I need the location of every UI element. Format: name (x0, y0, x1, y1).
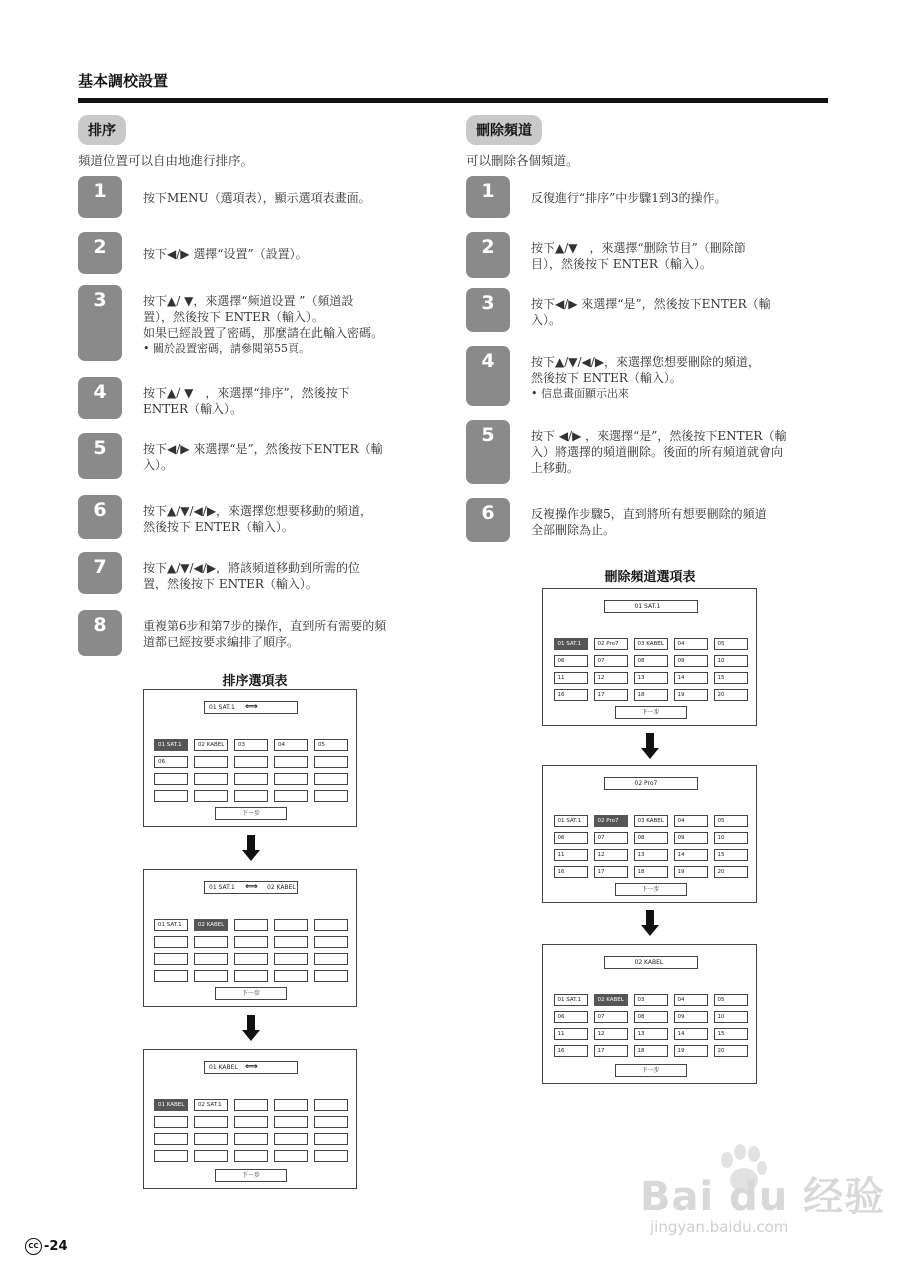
channel-cell: 03 (234, 739, 268, 751)
channel-cell: 01 KABEL (154, 1099, 188, 1111)
channel-cell: 01 SAT.1 (554, 994, 588, 1006)
header-channel: 01 KABEL (209, 1064, 238, 1071)
arrow-down-icon (641, 910, 659, 936)
instruction-line: 按下▲/ ▼，來選擇“频道设置 ”（頻道設 (143, 294, 354, 308)
watermark-logo: Bai du 经验 (640, 1174, 886, 1220)
channel-cell (274, 953, 308, 965)
step-instruction (143, 190, 440, 206)
channel-cell: 02 Pro7 (594, 638, 628, 650)
step-number-badge: 2 (78, 232, 122, 274)
menu-header-field (604, 600, 698, 613)
channel-cell: 03 KABEL (634, 815, 668, 827)
instruction-line: 反復進行“排序”中步驟1到3的操作。 (531, 191, 727, 205)
instruction-line: 按下◀/▶ 來選擇“是”，然後按下ENTER（輸 (531, 297, 771, 311)
channel-cell: 10 (714, 655, 748, 667)
step-instruction (531, 354, 828, 402)
channel-cell (234, 953, 268, 965)
channel-cell (154, 970, 188, 982)
header-channel: 02 Pro7 (634, 780, 658, 787)
channel-cell (274, 790, 308, 802)
channel-cell (234, 919, 268, 931)
channel-cell (234, 1116, 268, 1128)
step-number-badge: 3 (78, 285, 122, 361)
channel-cell (314, 773, 348, 785)
channel-cell: 13 (634, 672, 668, 684)
instruction-note: • 信息畫面顯示出來 (531, 387, 629, 400)
header-channel: 01 SAT.1 (209, 884, 235, 891)
channel-cell (194, 936, 228, 948)
channel-cell: 09 (674, 655, 708, 667)
channel-cell (194, 1150, 228, 1162)
channel-cell: 12 (594, 1028, 628, 1040)
step-number-badge: 4 (78, 377, 122, 419)
right-menu-screen-1 (542, 588, 757, 726)
step-instruction (531, 240, 828, 272)
channel-cell (274, 919, 308, 931)
next-step-button: 下一步 (615, 1064, 687, 1077)
instruction-line: 入）將選擇的頻道刪除。後面的所有頻道就會向 (531, 445, 784, 459)
page-number (25, 1238, 68, 1255)
channel-cell (194, 773, 228, 785)
instruction-line: 按下▲/▼/◀/▶，將該頻道移動到所需的位 (143, 561, 361, 575)
channel-cell: 02 KABEL (194, 919, 228, 931)
channel-cell: 06 (554, 832, 588, 844)
menu-header-field (604, 777, 698, 790)
header-channel: 01 SAT.1 (634, 603, 661, 610)
right-menu-screen-3 (542, 944, 757, 1084)
instruction-line: 重複第6步和第7步的操作，直到所有需要的頻 (143, 619, 387, 633)
channel-cell (194, 790, 228, 802)
channel-cell: 19 (674, 866, 708, 878)
step-instruction (531, 506, 828, 538)
channel-cell: 08 (634, 655, 668, 667)
instruction-line: 按下◀/▶ 來選擇“是”，然後按下ENTER（輸 (143, 442, 383, 456)
channel-cell: 04 (674, 815, 708, 827)
channel-cell: 19 (674, 1045, 708, 1057)
instruction-line: 置，然後按下 ENTER（輸入）。 (143, 577, 318, 591)
delete-channel-section (466, 115, 828, 169)
channel-cell: 11 (554, 849, 588, 861)
sort-menu-caption: 排序選項表 (222, 674, 288, 689)
step-number-badge: 6 (78, 495, 122, 539)
channel-cell (274, 756, 308, 768)
channel-cell: 04 (674, 994, 708, 1006)
channel-cell: 13 (634, 1028, 668, 1040)
channel-cell (154, 936, 188, 948)
step-number-badge: 8 (78, 610, 122, 656)
sort-heading: 排序 (78, 115, 126, 145)
channel-cell (194, 953, 228, 965)
channel-cell: 02 Pro7 (594, 815, 628, 827)
channel-cell: 17 (594, 689, 628, 701)
channel-cell (314, 1099, 348, 1111)
channel-cell: 07 (594, 832, 628, 844)
instruction-line: 反複操作步驟5，直到將所有想要刪除的頻道 (531, 507, 767, 521)
channel-cell (314, 1150, 348, 1162)
channel-cell: 06 (554, 655, 588, 667)
step-number-badge: 5 (78, 433, 122, 479)
instruction-line: 然後按下 ENTER（輸入）。 (531, 371, 682, 385)
channel-cell: 06 (154, 756, 188, 768)
channel-cell: 10 (714, 832, 748, 844)
channel-cell: 15 (714, 672, 748, 684)
channel-cell: 11 (554, 1028, 588, 1040)
channel-cell: 12 (594, 672, 628, 684)
instruction-line: 按下▲/ ▼ ，來選擇“排序”，然後按下 (143, 386, 350, 400)
channel-cell (274, 970, 308, 982)
channel-cell (154, 773, 188, 785)
step-number-badge: 2 (466, 232, 510, 278)
delete-channel-heading: 刪除頻道 (466, 115, 542, 145)
channel-cell: 06 (554, 1011, 588, 1023)
instruction-line: 按下▲/▼/◀/▶，來選擇您想要移動的頻道， (143, 504, 373, 518)
channel-cell: 05 (314, 739, 348, 751)
channel-cell: 18 (634, 866, 668, 878)
step-number-badge: 3 (466, 288, 510, 332)
channel-cell (234, 1150, 268, 1162)
channel-cell: 20 (714, 689, 748, 701)
step-number-badge: 1 (466, 176, 510, 218)
channel-cell (154, 1150, 188, 1162)
channel-cell: 08 (634, 832, 668, 844)
channel-cell (154, 953, 188, 965)
channel-cell: 04 (674, 638, 708, 650)
channel-cell: 04 (274, 739, 308, 751)
next-step-button: 下一步 (215, 1169, 287, 1182)
delete-menu-caption: 刪除頻道選項表 (604, 570, 696, 585)
channel-cell (194, 1116, 228, 1128)
channel-cell: 16 (554, 1045, 588, 1057)
instruction-note: • 關於設置密碼，請參閱第55頁。 (143, 342, 310, 355)
channel-cell (234, 790, 268, 802)
instruction-line: 上移動。 (531, 461, 580, 475)
header-channel: 01 SAT.1 (209, 704, 235, 711)
channel-cell (314, 1133, 348, 1145)
instruction-line: 目），然後按下 ENTER（輸入）。 (531, 257, 712, 271)
channel-cell (314, 953, 348, 965)
channel-cell (154, 1116, 188, 1128)
channel-cell: 01 SAT.1 (554, 815, 588, 827)
channel-cell (274, 1133, 308, 1145)
arrow-down-icon (641, 733, 659, 759)
channel-cell (194, 970, 228, 982)
channel-cell: 10 (714, 1011, 748, 1023)
channel-cell: 07 (594, 655, 628, 667)
step-instruction (143, 560, 440, 592)
channel-cell (314, 1116, 348, 1128)
channel-cell (234, 970, 268, 982)
step-number-badge: 5 (466, 420, 510, 484)
step-instruction (531, 296, 828, 328)
channel-cell (274, 936, 308, 948)
menu-header-field (204, 1061, 298, 1074)
instruction-line: 全部刪除為止。 (531, 523, 616, 537)
instruction-line: 入）。 (531, 313, 562, 327)
watermark-url: jingyan.baidu.com (650, 1218, 789, 1236)
channel-cell: 14 (674, 1028, 708, 1040)
channel-cell (274, 1150, 308, 1162)
channel-cell (314, 790, 348, 802)
step-instruction (143, 293, 440, 357)
channel-cell: 01 SAT.1 (154, 739, 188, 751)
menu-header-field (204, 881, 298, 894)
next-step-button: 下一步 (615, 706, 687, 719)
channel-cell: 03 KABEL (634, 638, 668, 650)
channel-cell: 11 (554, 672, 588, 684)
instruction-line: 按下▲/▼ ，來選擇“删除节目”（刪除節 (531, 241, 746, 255)
next-step-button: 下一步 (215, 987, 287, 1000)
next-step-button: 下一步 (615, 883, 687, 896)
channel-cell (314, 936, 348, 948)
channel-cell: 17 (594, 1045, 628, 1057)
instruction-line: 按下MENU（選項表），顯示選項表畫面。 (143, 191, 371, 205)
channel-cell: 05 (714, 815, 748, 827)
channel-cell (194, 1133, 228, 1145)
next-step-button: 下一步 (215, 807, 287, 820)
left-menu-screen-3 (143, 1049, 357, 1189)
step-instruction (531, 190, 828, 206)
channel-cell (274, 1116, 308, 1128)
channel-cell: 01 SAT.1 (154, 919, 188, 931)
step-instruction (143, 441, 440, 473)
channel-cell (314, 970, 348, 982)
arrow-down-icon (242, 1015, 260, 1041)
channel-cell: 20 (714, 1045, 748, 1057)
channel-cell: 02 KABEL (594, 994, 628, 1006)
channel-cell (314, 756, 348, 768)
channel-cell (234, 756, 268, 768)
menu-header-field (204, 701, 298, 714)
step-instruction (143, 618, 440, 650)
arrow-down-icon (242, 835, 260, 861)
instruction-line: 如果已經設置了密碼，那麼請在此輸入密碼。 (143, 326, 384, 340)
instruction-line: 按下▲/▼/◀/▶，來選擇您想要刪除的頻道， (531, 355, 761, 369)
page-section-title: 基本調校設置 (78, 72, 169, 90)
channel-cell (314, 919, 348, 931)
channel-cell: 05 (714, 994, 748, 1006)
channel-cell: 03 (634, 994, 668, 1006)
instruction-line: 然後按下 ENTER（輸入）。 (143, 520, 294, 534)
channel-cell: 14 (674, 672, 708, 684)
channel-cell (154, 790, 188, 802)
channel-cell: 16 (554, 689, 588, 701)
channel-cell (194, 756, 228, 768)
channel-cell: 09 (674, 1011, 708, 1023)
swap-arrow-icon: ⟺ (245, 882, 258, 892)
channel-cell: 05 (714, 638, 748, 650)
swap-arrow-icon: ⟺ (245, 702, 258, 712)
channel-cell: 17 (594, 866, 628, 878)
channel-cell: 19 (674, 689, 708, 701)
header-channel: 02 KABEL (634, 959, 664, 966)
instruction-line: 道都已經按要求編排了順序。 (143, 635, 300, 649)
step-instruction (531, 428, 828, 476)
channel-cell: 16 (554, 866, 588, 878)
instruction-line: 按下 ◀/▶ ，來選擇“是”，然後按下ENTER（輸 (531, 429, 787, 443)
delete-channel-description: 可以刪除各個頻道。 (466, 153, 579, 168)
channel-cell: 18 (634, 689, 668, 701)
step-number-badge: 6 (466, 498, 510, 542)
header-rule (78, 98, 828, 103)
instruction-line: 入）。 (143, 458, 174, 472)
channel-cell: 13 (634, 849, 668, 861)
cc-icon: CC (25, 1238, 42, 1255)
channel-cell (274, 1099, 308, 1111)
step-number-badge: 7 (78, 552, 122, 594)
channel-cell (234, 773, 268, 785)
channel-cell (234, 1133, 268, 1145)
step-instruction (143, 246, 440, 262)
channel-cell (154, 1133, 188, 1145)
step-number-badge: 1 (78, 176, 122, 218)
menu-header-field (604, 956, 698, 969)
channel-cell: 12 (594, 849, 628, 861)
page-number-text: -24 (44, 1239, 68, 1254)
step-number-badge: 4 (466, 346, 510, 406)
sort-section (78, 115, 440, 169)
instruction-line: ENTER（輸入）。 (143, 402, 243, 416)
sort-description: 頻道位置可以自由地進行排序。 (78, 153, 254, 168)
channel-cell: 18 (634, 1045, 668, 1057)
instruction-line: 置），然後按下 ENTER（輸入）。 (143, 310, 324, 324)
left-menu-screen-2 (143, 869, 357, 1007)
swap-arrow-icon: ⟺ (245, 1062, 258, 1072)
channel-cell (234, 1099, 268, 1111)
channel-cell: 08 (634, 1011, 668, 1023)
channel-cell: 15 (714, 1028, 748, 1040)
channel-cell: 02 KABEL (194, 739, 228, 751)
channel-cell: 15 (714, 849, 748, 861)
channel-cell: 01 SAT.1 (554, 638, 588, 650)
instruction-line: 按下◀/▶ 選擇“设置”（設置）。 (143, 247, 308, 261)
channel-cell: 02 SAT.1 (194, 1099, 228, 1111)
left-menu-screen-1 (143, 689, 357, 827)
channel-cell (234, 936, 268, 948)
right-menu-screen-2 (542, 765, 757, 903)
step-instruction (143, 503, 440, 535)
channel-cell: 09 (674, 832, 708, 844)
channel-cell: 20 (714, 866, 748, 878)
step-instruction (143, 385, 440, 417)
channel-cell (274, 773, 308, 785)
header-target-channel: 02 KABEL (267, 884, 296, 891)
channel-cell: 14 (674, 849, 708, 861)
channel-cell: 07 (594, 1011, 628, 1023)
